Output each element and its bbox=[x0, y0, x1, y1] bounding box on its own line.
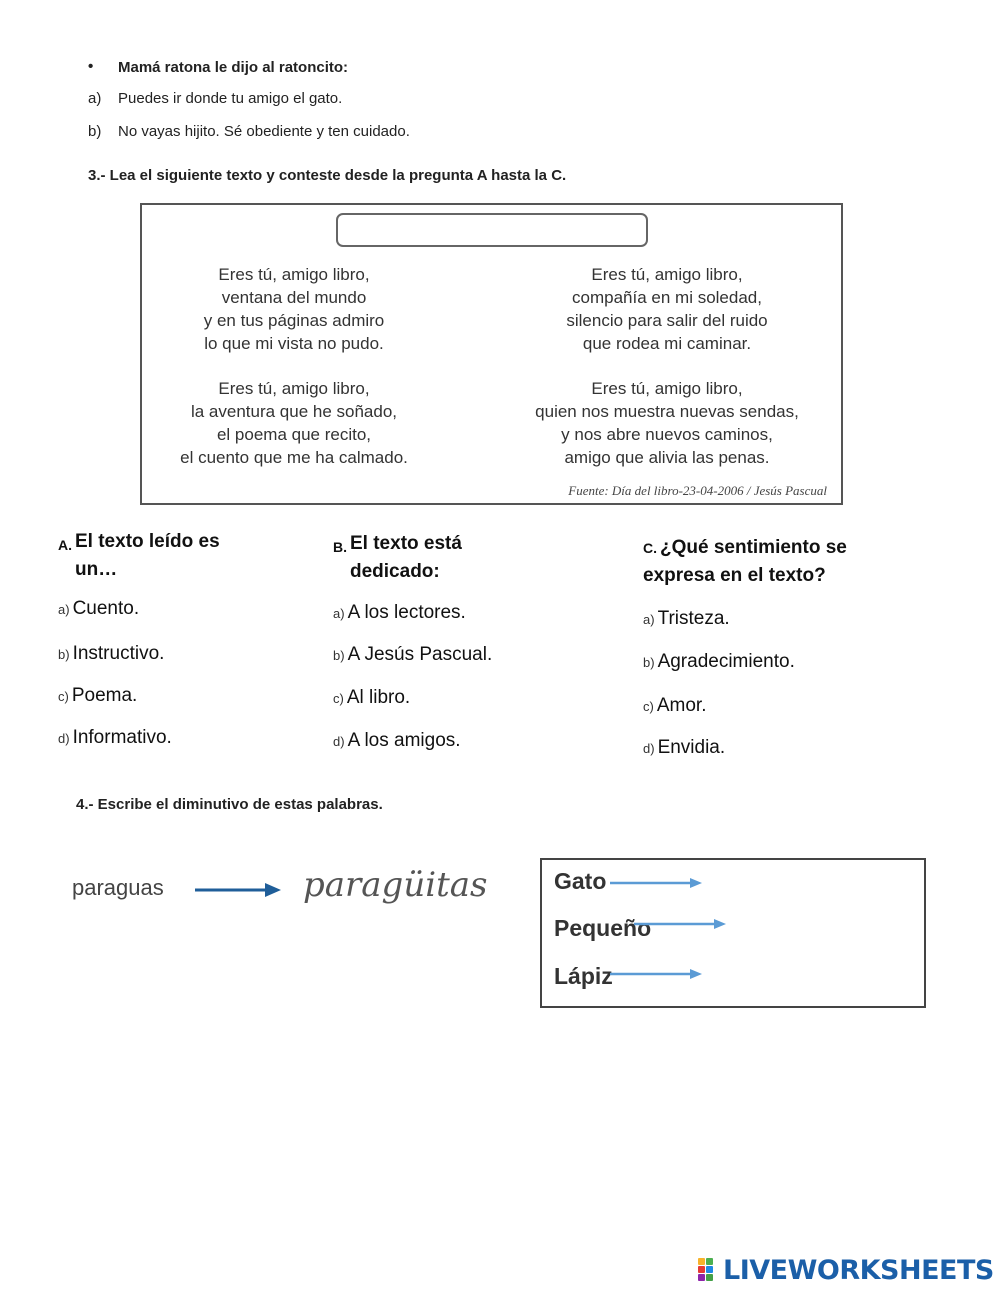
question-b-option-d[interactable] bbox=[333, 730, 461, 752]
question-c-option-d[interactable] bbox=[643, 737, 725, 759]
question-b-option-a[interactable] bbox=[333, 602, 466, 624]
option-text: A Jesús Pascual. bbox=[347, 644, 493, 665]
diminutive-box bbox=[540, 858, 926, 1008]
question-b-option-c[interactable] bbox=[333, 687, 410, 709]
option-text: Informativo. bbox=[72, 727, 172, 748]
option-label: d) bbox=[58, 731, 70, 746]
dim-answer-pequeno-input[interactable] bbox=[734, 912, 914, 942]
question-b-title-2: dedicado: bbox=[350, 561, 440, 582]
poem-line: el cuento que me ha calmado. bbox=[180, 448, 408, 467]
option-label: a) bbox=[58, 602, 70, 617]
option-label: b) bbox=[58, 647, 70, 662]
dim-arrow-pequeno-icon bbox=[632, 916, 728, 932]
option-text: A los amigos. bbox=[347, 730, 461, 751]
poem-line: la aventura que he soñado, bbox=[190, 402, 398, 421]
option-text: Cuento. bbox=[72, 598, 140, 619]
question-a-option-d[interactable] bbox=[58, 727, 172, 749]
section4-instruction: 4.- Escribe el diminutivo de estas palabras. bbox=[76, 796, 383, 813]
question-c-option-a[interactable] bbox=[643, 608, 730, 630]
dim-arrow-lapiz-icon bbox=[608, 966, 704, 982]
poem-line: el poema que recito, bbox=[216, 425, 372, 444]
poem-box bbox=[140, 203, 843, 505]
question-a-option-a[interactable] bbox=[58, 598, 139, 620]
question-c-option-b[interactable] bbox=[643, 651, 795, 673]
question-a-option-b[interactable] bbox=[58, 643, 164, 665]
option-label: a) bbox=[333, 606, 345, 621]
dim-answer-lapiz-input[interactable] bbox=[710, 960, 910, 990]
dim-word-pequeno: Pequeño bbox=[554, 915, 652, 941]
option-text: Amor. bbox=[656, 695, 707, 716]
poem-line: silencio para salir del ruido bbox=[566, 311, 768, 330]
section2-option-a[interactable]: Puedes ir donde tu amigo el gato. bbox=[118, 90, 343, 107]
dim-word-lapiz: Lápiz bbox=[554, 963, 613, 989]
option-text: Tristeza. bbox=[657, 608, 730, 629]
poem-line: que rodea mi caminar. bbox=[582, 334, 752, 353]
option-text: Poema. bbox=[71, 685, 138, 706]
dim-word-gato: Gato bbox=[554, 868, 607, 894]
question-a-letter: A. bbox=[58, 537, 72, 553]
section2-prompt: Mamá ratona le dijo al ratoncito: bbox=[118, 59, 349, 76]
example-diminutive: paragüitas bbox=[303, 865, 488, 905]
dim-arrow-gato-icon bbox=[608, 875, 704, 891]
option-text: A los lectores. bbox=[347, 602, 466, 623]
liveworksheets-logo-text: LIVEWORKSHEETS bbox=[723, 1254, 994, 1286]
question-c-option-c[interactable] bbox=[643, 695, 706, 717]
question-c bbox=[643, 534, 943, 590]
poem-source: Fuente: Día del libro-23-04-2006 / Jesús Pascual bbox=[568, 483, 827, 498]
poem-line: Eres tú, amigo libro, bbox=[218, 379, 370, 398]
option-label: d) bbox=[643, 741, 655, 756]
liveworksheets-logo bbox=[697, 1255, 994, 1285]
question-a-title-2: un… bbox=[75, 559, 118, 580]
option-text: Agradecimiento. bbox=[657, 651, 795, 672]
option-label: a) bbox=[643, 612, 655, 627]
question-c-title: ¿Qué sentimiento se bbox=[660, 537, 847, 558]
option-label: b) bbox=[643, 655, 655, 670]
option-text: Al libro. bbox=[346, 687, 411, 708]
poem-line: lo que mi vista no pudo. bbox=[204, 334, 384, 353]
question-c-letter: C. bbox=[643, 540, 657, 556]
option-label: c) bbox=[643, 699, 654, 714]
question-a-option-c[interactable] bbox=[58, 685, 137, 707]
poem-line: quien nos muestra nuevas sendas, bbox=[535, 402, 799, 421]
poem-line: y en tus páginas admiro bbox=[203, 311, 385, 330]
poem-stanza-4 bbox=[497, 377, 837, 469]
poem-stanza-2 bbox=[497, 263, 837, 355]
poem-line: ventana del mundo bbox=[221, 288, 367, 307]
section2-option-b-label: b) bbox=[88, 123, 102, 140]
option-text: Instructivo. bbox=[72, 643, 165, 664]
section2-option-a-label: a) bbox=[88, 90, 102, 107]
question-b bbox=[333, 530, 573, 586]
example-arrow-icon bbox=[193, 880, 283, 900]
poem-title-input[interactable] bbox=[336, 213, 648, 247]
poem-stanza-1 bbox=[144, 263, 444, 355]
question-b-title: El texto está bbox=[350, 533, 462, 554]
question-b-option-b[interactable] bbox=[333, 644, 492, 666]
poem-line: y nos abre nuevos caminos, bbox=[561, 425, 773, 444]
bullet-icon: • bbox=[88, 58, 94, 75]
poem-line: Eres tú, amigo libro, bbox=[591, 265, 743, 284]
section3-instruction: 3.- Lea el siguiente texto y conteste desde la pregunta A hasta la C. bbox=[88, 167, 567, 184]
poem-line: compañía en mi soledad, bbox=[572, 288, 762, 307]
question-c-title-2: expresa en el texto? bbox=[643, 565, 826, 586]
example-word: paraguas bbox=[72, 875, 164, 900]
question-a-title: El texto leído es bbox=[75, 531, 220, 552]
poem-line: Eres tú, amigo libro, bbox=[218, 265, 370, 284]
poem-stanza-3 bbox=[144, 377, 444, 469]
option-label: b) bbox=[333, 648, 345, 663]
question-b-letter: B. bbox=[333, 539, 347, 555]
option-text: Envidia. bbox=[657, 737, 726, 758]
question-a bbox=[58, 528, 298, 584]
section2-option-b[interactable]: No vayas hijito. Sé obediente y ten cuidado. bbox=[118, 123, 410, 140]
dim-answer-gato-input[interactable] bbox=[710, 868, 910, 898]
liveworksheets-logo-icon bbox=[697, 1257, 723, 1283]
poem-line: Eres tú, amigo libro, bbox=[591, 379, 743, 398]
option-label: d) bbox=[333, 734, 345, 749]
option-label: c) bbox=[333, 691, 344, 706]
option-label: c) bbox=[58, 689, 69, 704]
poem-line: amigo que alivia las penas. bbox=[564, 448, 770, 467]
